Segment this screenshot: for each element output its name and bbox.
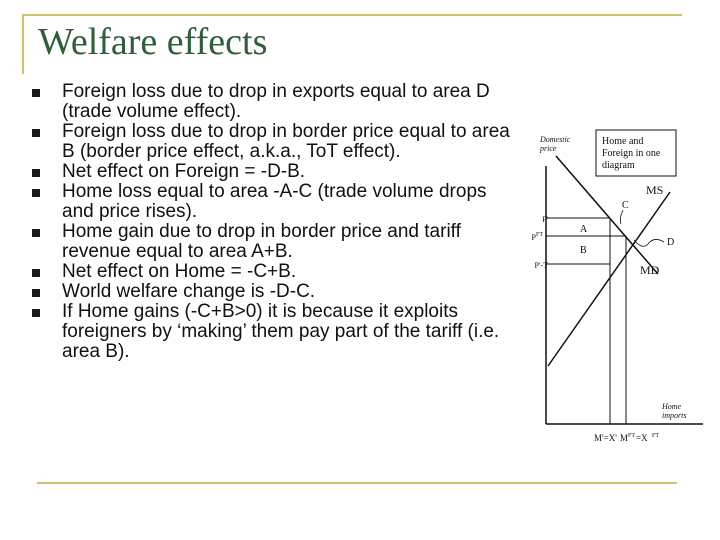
m-prime-label: M'=X': [594, 433, 617, 443]
bullet-item: [32, 162, 522, 182]
bullet-text: If Home gains (-C+B>0) it is because it exploits foreigners by ‘making’ them pay part of the tariff (i.e. area B).: [62, 301, 500, 362]
m-ft-superscript: FT: [628, 433, 636, 439]
area-a-label: A: [580, 224, 588, 235]
x-ft-label: =X: [636, 433, 648, 443]
square-bullet-icon: [32, 129, 40, 137]
bullet-text: Home loss equal to area -A-C (trade volume drops and price rises).: [62, 181, 487, 222]
y-axis-label: price: [540, 144, 557, 153]
bullet-text: Foreign loss due to drop in exports equal to area D (trade volume effect).: [62, 81, 490, 122]
area-d-pointer: [634, 239, 664, 246]
diagram-caption: Home and: [602, 136, 644, 147]
p-ft-label: P: [531, 233, 536, 242]
area-d-label: D: [667, 237, 675, 248]
frame-vertical-line: [22, 14, 24, 74]
bullet-text: Net effect on Foreign = -D-B.: [62, 161, 306, 182]
bullet-text: Foreign loss due to drop in border price equal to area B (border price effect, a.k.a., ToT effect).: [62, 121, 510, 162]
diagram-caption: Foreign in one: [602, 148, 661, 159]
area-c-pointer: [620, 210, 623, 224]
frame-bottom-line: [37, 482, 677, 484]
y-axis-label: Domestic: [540, 135, 571, 144]
bullet-item: [32, 282, 522, 302]
bullet-text: Home gain due to drop in border price and tariff revenue equal to area A+B.: [62, 221, 461, 262]
p-star-label: P'-T: [534, 261, 548, 270]
area-b-label: B: [580, 245, 587, 256]
p-prime-label: P': [542, 215, 548, 224]
square-bullet-icon: [32, 289, 40, 297]
diagram-caption: diagram: [602, 160, 635, 171]
ms-label: MS: [646, 183, 664, 197]
x-axis-label: imports: [662, 411, 687, 420]
square-bullet-icon: [32, 169, 40, 177]
bullet-text: Net effect on Home = -C+B.: [62, 261, 297, 282]
area-c-label: C: [622, 200, 629, 211]
p-ft-superscript: FT: [536, 232, 544, 238]
bullet-item: [32, 122, 522, 162]
bullet-list: [32, 82, 522, 362]
trade-diagram: [528, 126, 708, 456]
square-bullet-icon: [32, 309, 40, 317]
x-ft-superscript: FT: [652, 433, 660, 439]
square-bullet-icon: [32, 89, 40, 97]
bullet-item: [32, 182, 522, 222]
bullet-text: World welfare change is -D-C.: [62, 281, 316, 302]
square-bullet-icon: [32, 269, 40, 277]
m-ft-label: M: [620, 433, 629, 443]
bullet-item: [32, 222, 522, 262]
x-axis-label: Home: [662, 402, 682, 411]
bullet-item: [32, 82, 522, 122]
bullet-item: [32, 262, 522, 282]
slide-title: Welfare effects: [38, 21, 268, 63]
frame-top-line: [22, 14, 682, 16]
bullet-item: [32, 302, 522, 362]
square-bullet-icon: [32, 189, 40, 197]
md-label: MD: [640, 263, 660, 277]
square-bullet-icon: [32, 229, 40, 237]
